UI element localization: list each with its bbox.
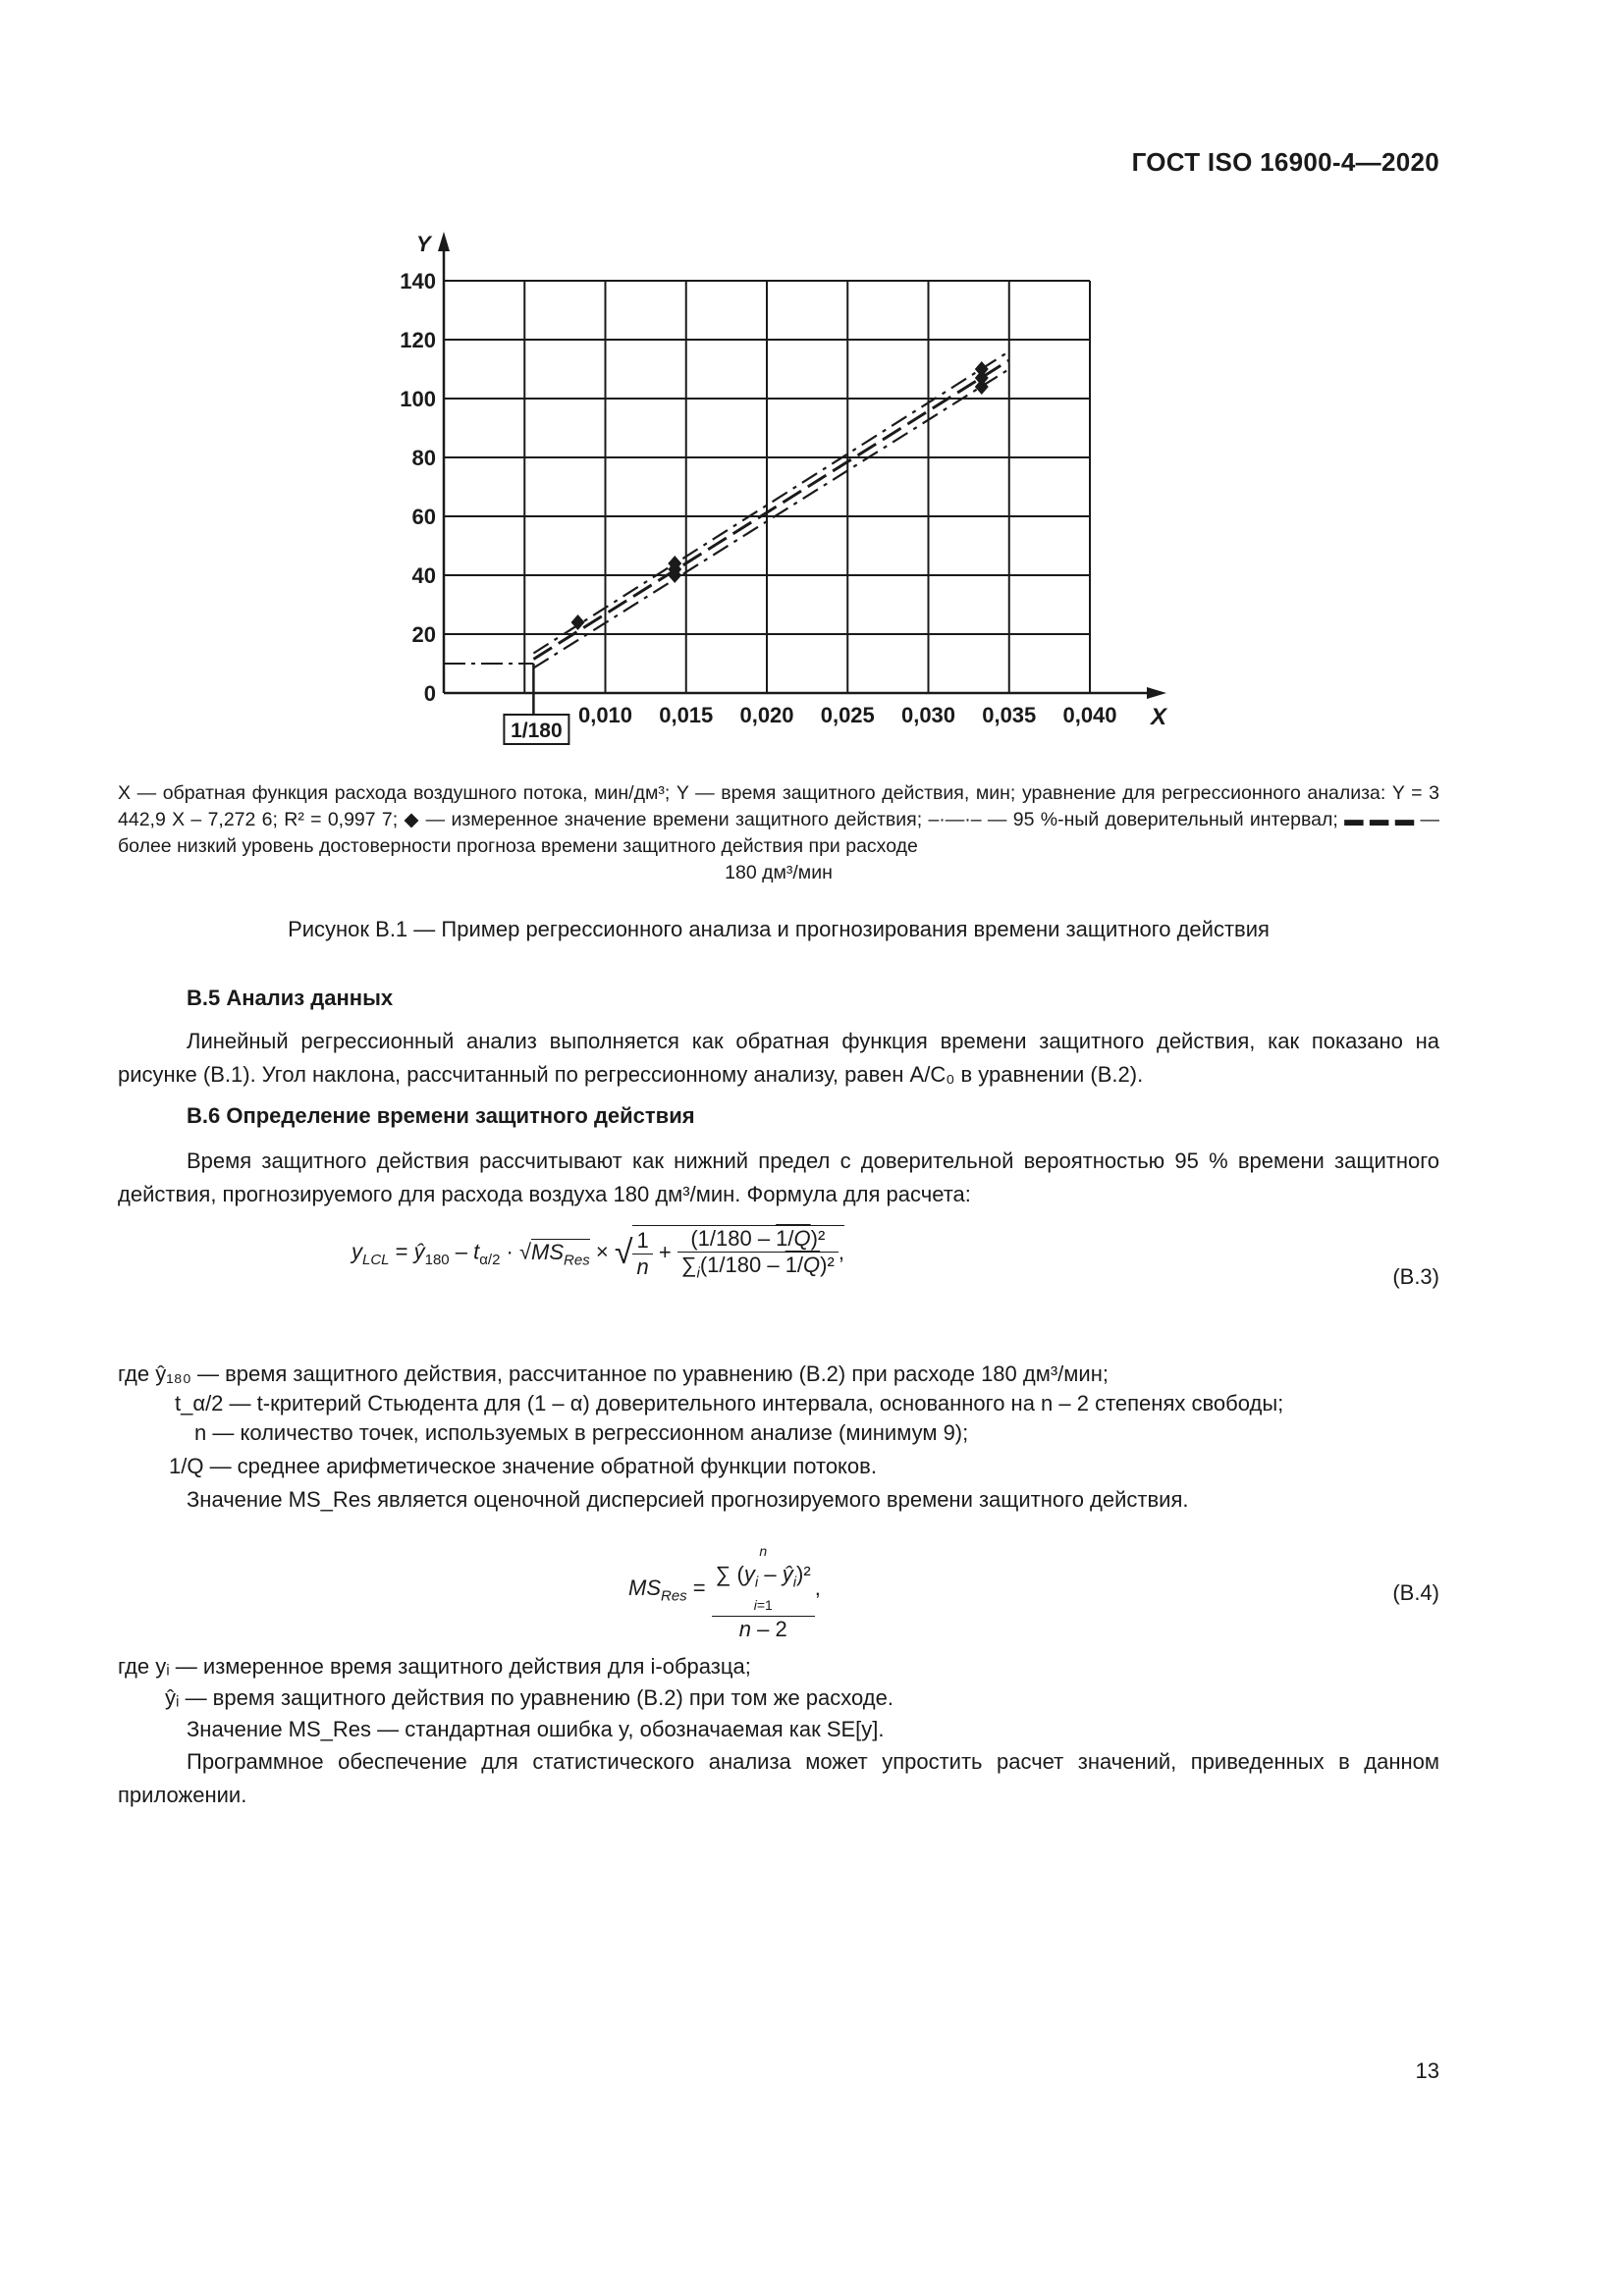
y-tick-label: 100	[400, 387, 436, 411]
x-tick-label: 0,035	[982, 703, 1037, 727]
equation-b3: $y_{LCL}$ = $ŷ_{180} - t_{\alpha/2} \cdot √MS_{Res}$ × √ $\frac{1}{n}$ + $\frac{\text{(1/180 – 1/Q)²}}{\sum_i(1/180 - 1/Q)^2}$ ,	[352, 1226, 844, 1282]
equation-b3-number: (В.3)	[1392, 1264, 1439, 1289]
y-tick-label: 80	[411, 446, 436, 470]
y-tick-label: 60	[411, 505, 436, 529]
x-axis-arrow	[1147, 687, 1166, 699]
x-axis-label: X	[1151, 704, 1167, 730]
y-tick-label: 120	[400, 328, 436, 352]
x-tick-label: 0,025	[820, 703, 875, 727]
section-heading-b5: В.5 Анализ данных	[187, 986, 394, 1010]
y-axis-arrow	[438, 232, 450, 251]
where2-line-1: где yᵢ — измеренное время защитного действия для i-образца;	[118, 1654, 751, 1679]
x-tick-label: 0,010	[577, 703, 633, 727]
figure-title: Рисунок В.1 — Пример регрессионного анализа и прогнозирования времени защитного действия	[288, 917, 1270, 941]
where-line-4: 1/Q — среднее арифметическое значение обратной функции потоков.	[169, 1454, 877, 1478]
where2-line-2: ŷᵢ — время защитного действия по уравнению (В.2) при том же расходе.	[165, 1685, 893, 1710]
marker-label: 1/180	[511, 720, 563, 742]
page-number: 13	[1415, 2058, 1439, 2083]
section-b6-text: Время защитного действия рассчитывают как нижний предел с доверительной вероятностью 95 % времени защитного действия, прогнозируемого для расхода воздуха 180 дм³/мин. Формула для расчета:	[118, 1148, 1439, 1206]
equation-b4-number: (В.4)	[1392, 1580, 1439, 1605]
equation-b4: $MS_{Res}$ = n ∑ ($y_i$ – $ŷ_i)^2$ i=1 n – 2 ,	[628, 1536, 821, 1642]
final-paragraph: Программное обеспечение для статистического анализа может упростить расчет значений, приведенных в данном приложении.	[118, 1749, 1439, 1807]
regression-chart	[383, 224, 1168, 754]
x-tick-label: 0,030	[900, 703, 956, 727]
figure-legend	[118, 780, 1439, 886]
msres-intro: Значение MS_Res является оценочной дисперсией прогнозируемого времени защитного действия.	[187, 1487, 1189, 1512]
y-tick-label: 140	[400, 269, 436, 294]
y-tick-label: 20	[411, 622, 436, 647]
x-tick-label: 0,015	[659, 703, 714, 727]
figure-legend-tail: 180 дм³/мин	[725, 862, 833, 883]
x-tick-label: 0,040	[1062, 703, 1117, 727]
x-tick-label: 0,020	[739, 703, 794, 727]
section-b5-text: Линейный регрессионный анализ выполняется как обратная функция времени защитного действия, как показано на рисунке (В.1). Угол наклона, рассчитанный по регрессионному анализу, равен A/C₀ в уравнении (В.2).	[118, 1029, 1439, 1087]
se-line: Значение MS_Res — стандартная ошибка y, обозначаемая как SE[y].	[187, 1717, 885, 1741]
section-heading-b6: В.6 Определение времени защитного действия	[187, 1103, 695, 1128]
where-line-1: где ŷ₁₈₀ — время защитного действия, рассчитанное по уравнению (В.2) при расходе 180 дм³/мин;	[118, 1362, 1109, 1386]
where-line-2: t_α/2 — t-критерий Стьюдента для (1 – α) доверительного интервала, основанного на n – 2 степенях свободы;	[175, 1391, 1284, 1415]
y-tick-label: 40	[411, 563, 436, 588]
y-axis-label: Y	[416, 232, 431, 256]
figure-legend-text: X — обратная функция расхода воздушного потока, мин/дм³; Y — время защитного действия, мин; уравнение для регрессионного анализа: Y = 3 442,9 X – 7,272 6; R² = 0,997 7; ◆ — измеренное значение времени защитного действия; –·—·– — 95 %-ный доверительный интервал; ▬ ▬ ▬ — более низкий уровень достоверности прогноза времени защитного действия при расходе	[118, 782, 1439, 857]
y-tick-label: 0	[423, 681, 436, 706]
document-code: ГОСТ ISO 16900-4—2020	[1131, 147, 1439, 177]
where-line-3: n — количество точек, используемых в регрессионном анализе (минимум 9);	[194, 1420, 969, 1445]
